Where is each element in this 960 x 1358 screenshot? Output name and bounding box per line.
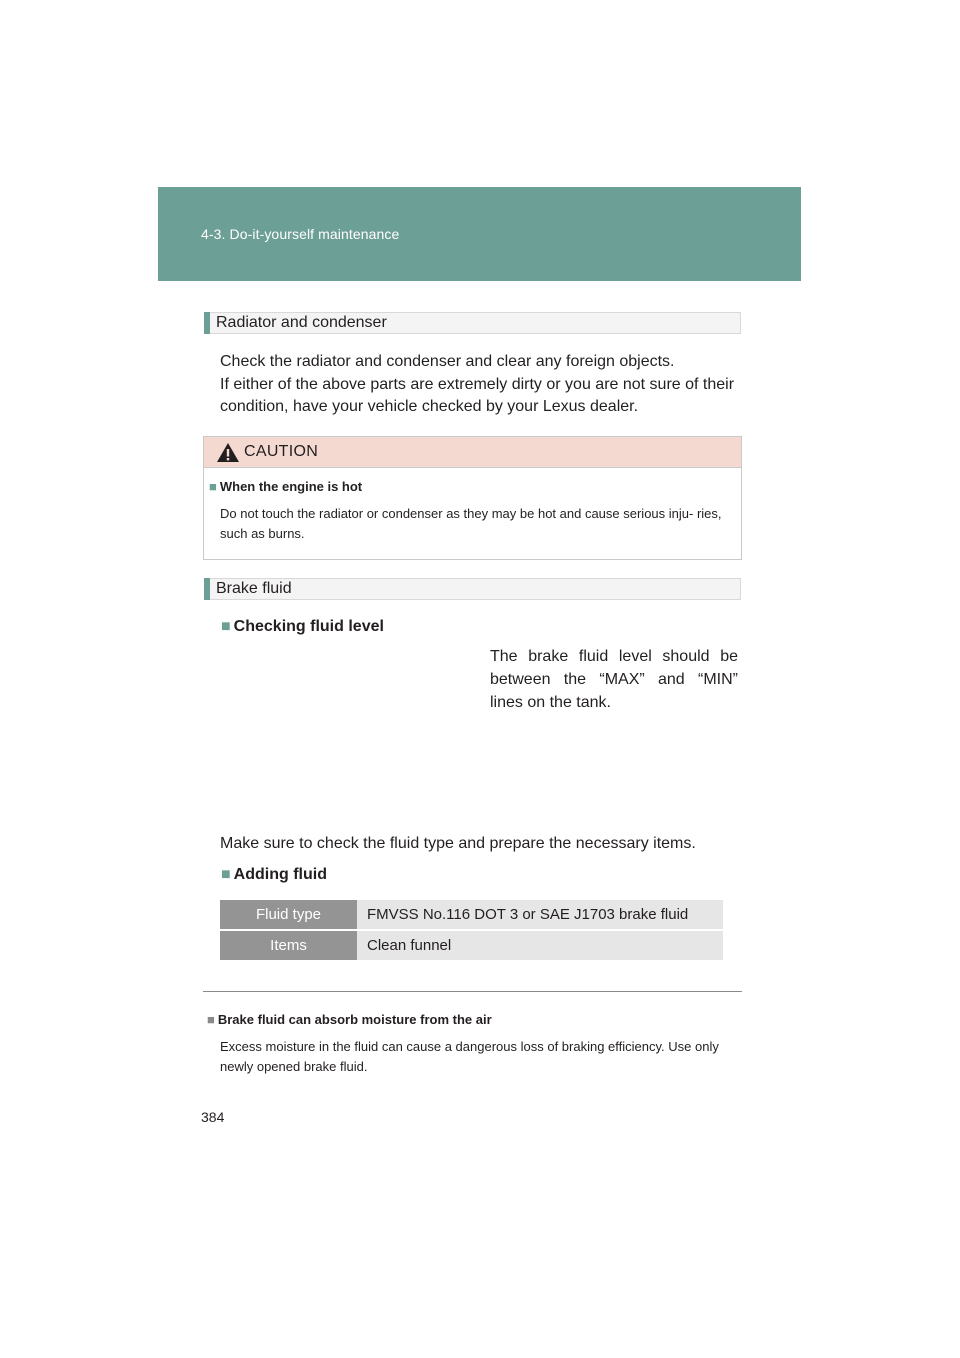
subheading-checking	[221, 618, 384, 636]
subheading-checking-text: Checking fluid level	[233, 618, 384, 635]
heading-radiator-title: Radiator and condenser	[216, 314, 387, 331]
caution-label: CAUTION	[244, 443, 319, 460]
caution-header	[204, 437, 741, 468]
check-type-text: Make sure to check the fluid type and prepare the necessary items.	[220, 835, 696, 852]
caution-subheading	[209, 479, 362, 494]
checking-text: The brake fluid level should be between the “MAX” and “MIN” lines on the tank.	[490, 648, 738, 711]
heading-brake-fluid	[204, 578, 741, 600]
table-value: FMVSS No.116 DOT 3 or SAE J1703 brake fluid	[357, 900, 723, 929]
heading-radiator	[204, 312, 741, 334]
heading-accent	[204, 578, 210, 600]
note-text: Excess moisture in the fluid can cause a dangerous loss of braking efficiency. Use only newly opened brake fluid.	[220, 1039, 719, 1074]
heading-brake-fluid-title: Brake fluid	[216, 580, 292, 597]
section-title: 4-3. Do-it-yourself maintenance	[201, 226, 400, 242]
table-row	[220, 900, 723, 929]
radiator-para-1: Check the radiator and condenser and clear any foreign objects.	[220, 353, 675, 370]
caution-box	[203, 436, 742, 560]
square-bullet-icon: ■	[207, 1012, 215, 1027]
caution-text: Do not touch the radiator or condenser as they may be hot and cause serious inju- ries, such as burns.	[220, 506, 722, 541]
square-bullet-icon: ■	[221, 866, 231, 883]
radiator-para-2: If either of the above parts are extremely dirty or you are not sure of their condition, have your vehicle checked by your Lexus dealer.	[220, 375, 735, 415]
subheading-adding	[221, 866, 327, 884]
square-bullet-icon: ■	[221, 618, 231, 635]
table-key: Items	[220, 931, 357, 960]
note-subheading	[207, 1012, 492, 1027]
table-row	[220, 931, 723, 960]
page-number: 384	[201, 1109, 225, 1125]
radiator-body	[220, 351, 742, 419]
note-subheading-text: Brake fluid can absorb moisture from the air	[217, 1012, 492, 1027]
section-header	[158, 187, 801, 281]
square-bullet-icon: ■	[209, 479, 217, 494]
warning-triangle-icon	[216, 442, 240, 463]
caution-subheading-text: When the engine is hot	[219, 479, 363, 494]
subheading-adding-text: Adding fluid	[233, 866, 327, 883]
table-value: Clean funnel	[357, 931, 723, 960]
heading-accent	[204, 312, 210, 334]
table-key: Fluid type	[220, 900, 357, 929]
divider	[203, 991, 742, 992]
fluid-spec-table	[220, 898, 723, 962]
